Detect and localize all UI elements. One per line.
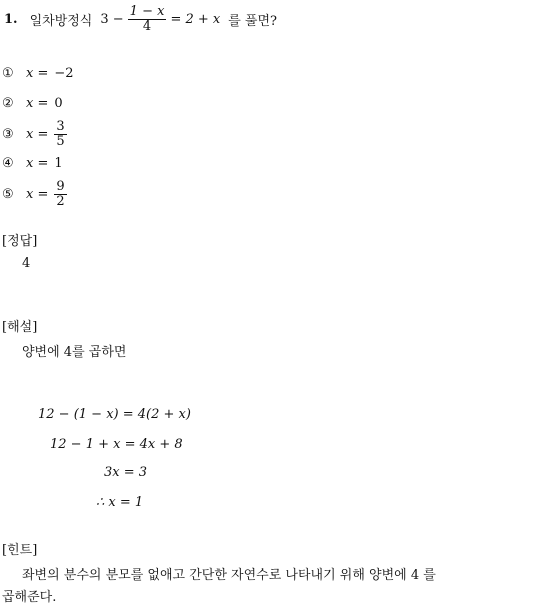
choice-fraction-numerator: 3 [56, 118, 65, 134]
choice-fraction-denominator: 5 [56, 133, 65, 149]
explanation-step-1: 12 − (1 − x) = 4(2 + x) [38, 407, 191, 422]
choice-4 [2, 154, 63, 172]
question-lhs-const: 3 − [100, 11, 124, 27]
question-fraction-denominator: 4 [142, 18, 152, 34]
hint-line-2: 곱해준다. [2, 590, 57, 605]
choice-marker: ③ [2, 126, 14, 142]
question-line [4, 2, 277, 36]
choice-marker: ⑤ [2, 186, 14, 202]
choice-lhs: x = [26, 126, 49, 142]
explanation-step-4: ∴ x = 1 [96, 495, 144, 510]
answer-value: 4 [22, 256, 31, 271]
explanation-text: 양변에 4를 곱하면 [22, 345, 127, 360]
choice-marker: ② [2, 95, 14, 111]
question-prompt-before: 일차방정식 [29, 13, 93, 29]
choice-lhs: x = [26, 95, 49, 111]
hint-label: [힌트] [2, 543, 38, 558]
choice-3 [2, 116, 67, 152]
explanation-label: [해설] [2, 320, 38, 335]
question-fraction-numerator: 1 − x [129, 3, 165, 19]
choice-marker: ④ [2, 155, 14, 171]
choice-5 [2, 176, 67, 212]
question-rhs: = 2 + x [170, 11, 221, 27]
choice-lhs: x = [26, 65, 49, 81]
choice-2 [2, 94, 63, 112]
explanation-step-2: 12 − 1 + x = 4x + 8 [50, 437, 183, 452]
choice-lhs: x = [26, 155, 49, 171]
choice-value: 0 [54, 95, 63, 111]
choice-value: 1 [54, 155, 63, 171]
question-fraction [128, 5, 167, 33]
question-number: 1. [4, 11, 18, 27]
choice-marker: ① [2, 65, 14, 81]
choice-fraction-numerator: 9 [56, 178, 65, 194]
choice-fraction [54, 120, 66, 148]
answer-label: [정답] [2, 234, 38, 249]
choice-1 [2, 64, 74, 82]
choice-lhs: x = [26, 186, 49, 202]
choice-fraction [54, 180, 66, 208]
explanation-step-3: 3x = 3 [104, 465, 148, 480]
choice-value: −2 [54, 65, 74, 81]
choice-fraction-denominator: 2 [56, 193, 65, 209]
question-prompt-after: 를 풀면? [228, 13, 278, 29]
hint-line-1: 좌변의 분수의 분모를 없애고 간단한 자연수로 나타내기 위해 양변에 4 를 [22, 568, 436, 583]
